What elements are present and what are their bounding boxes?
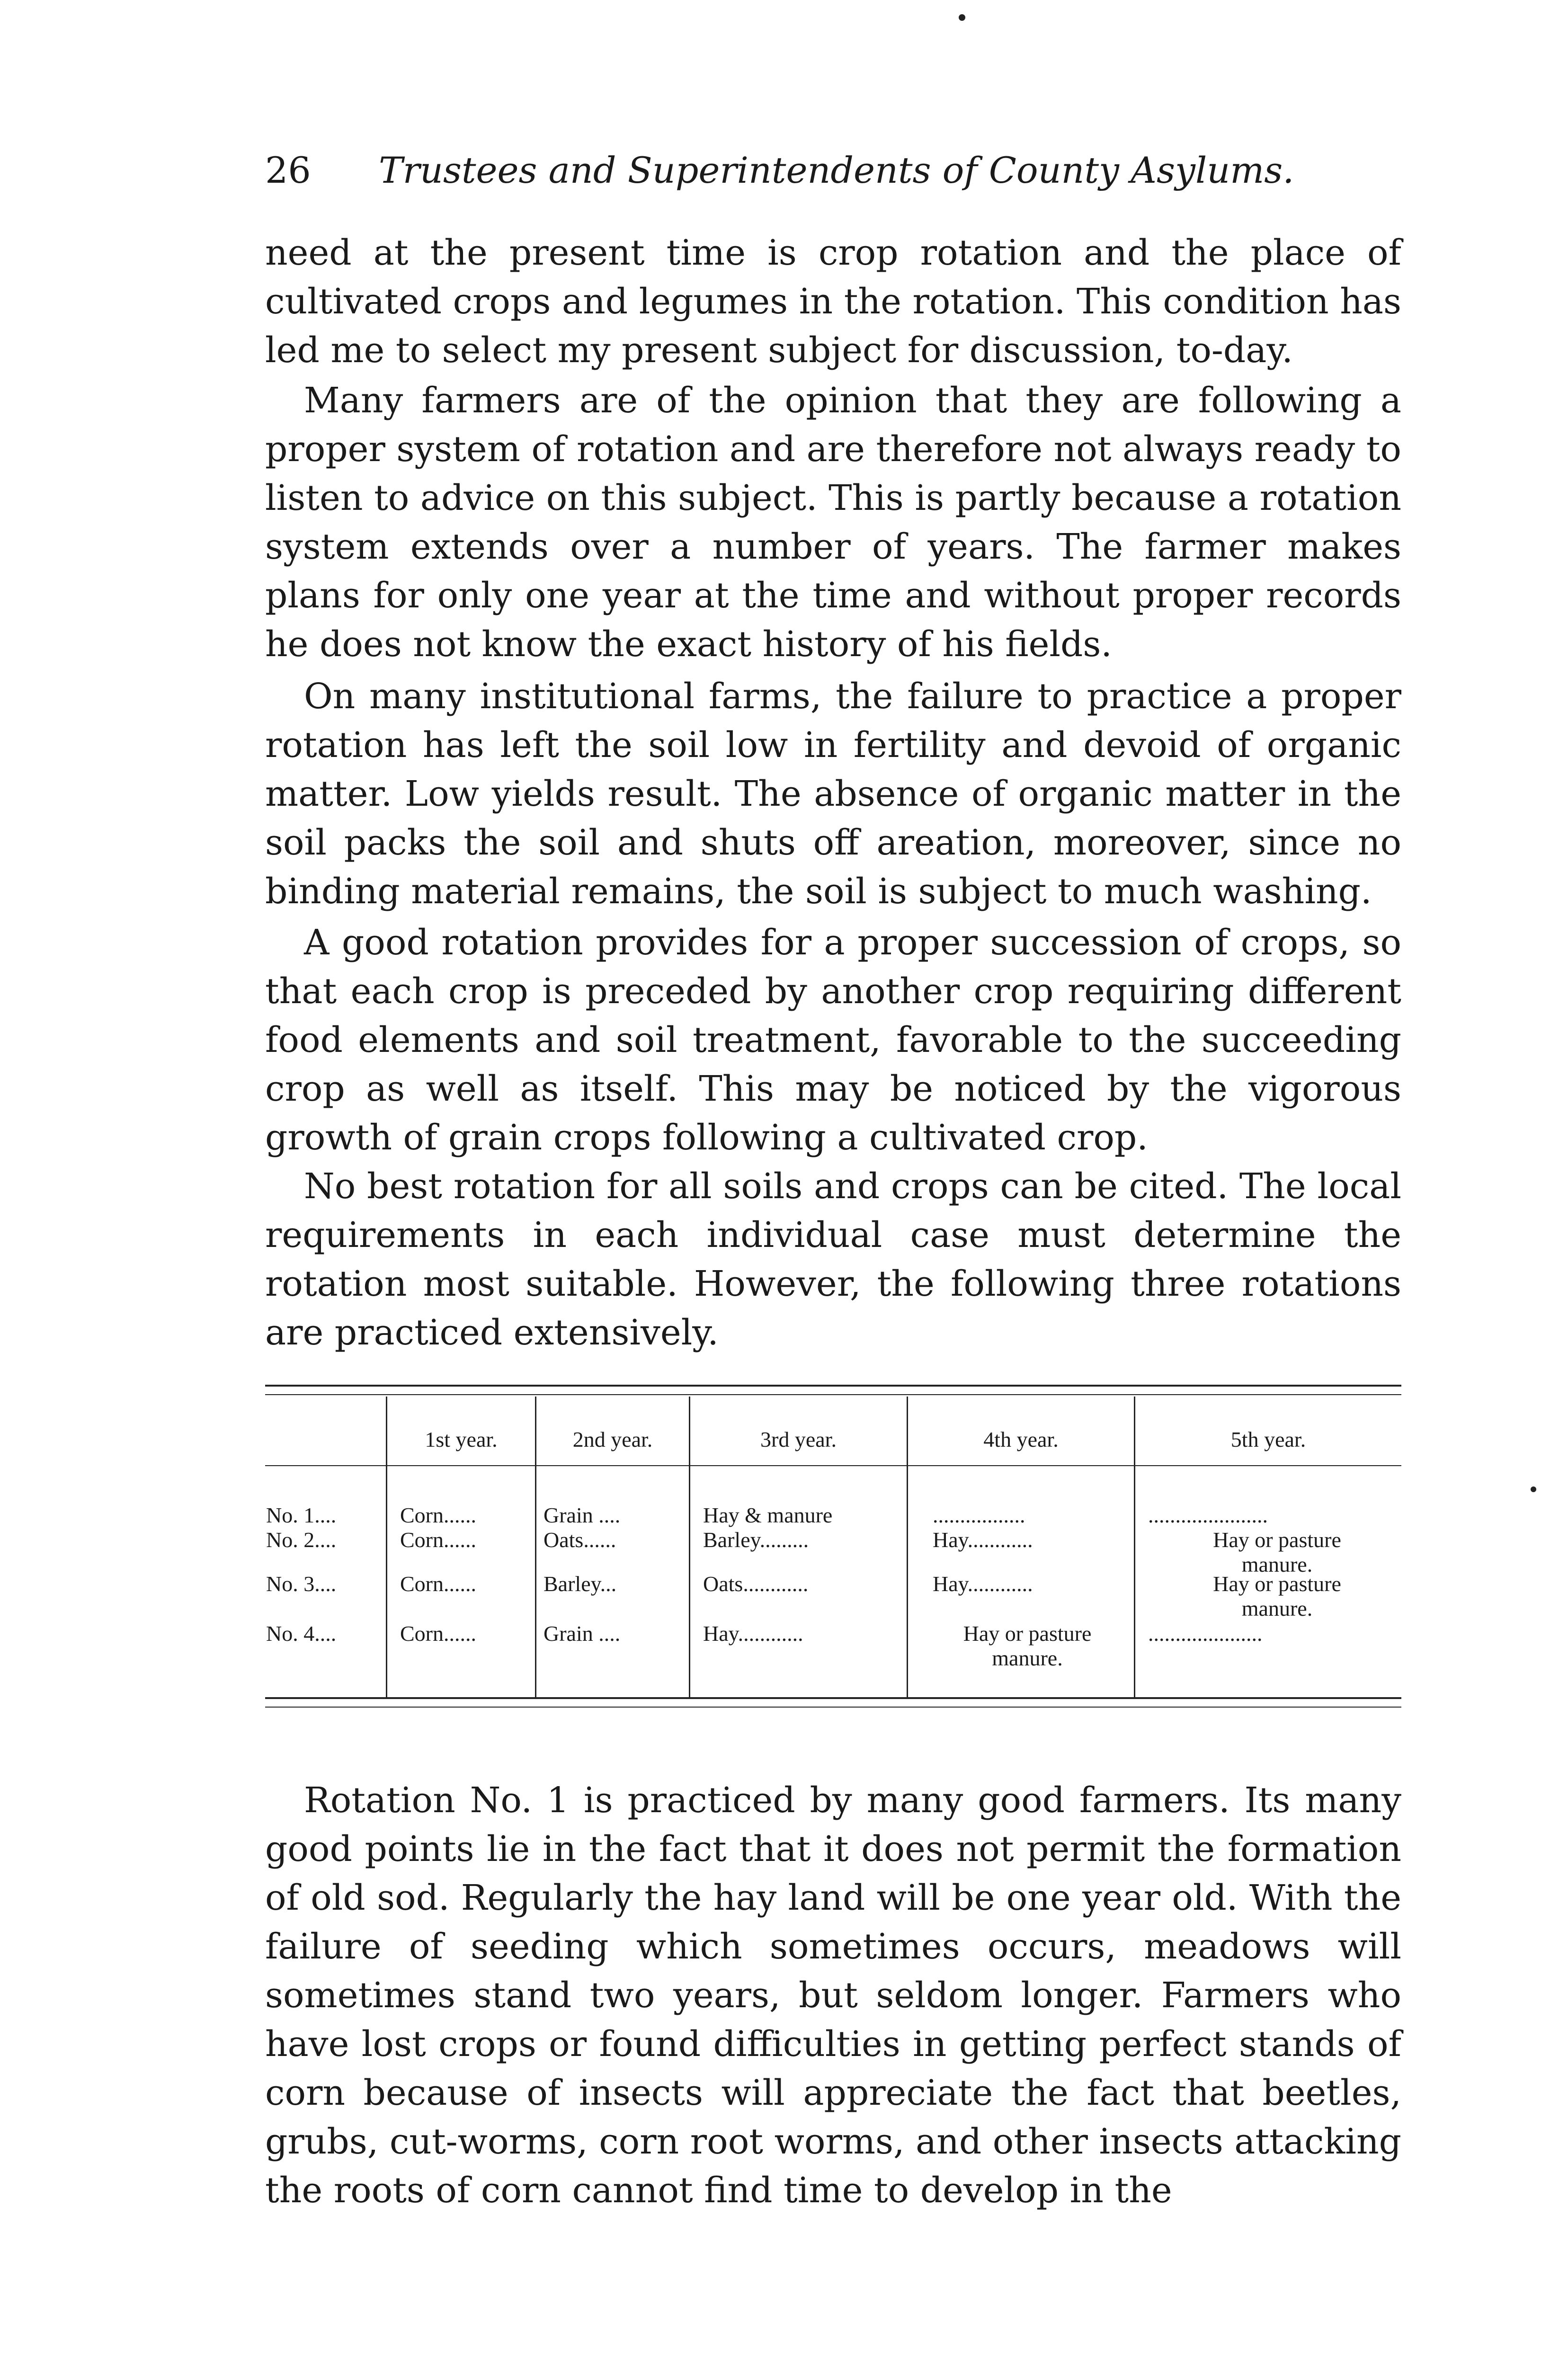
- running-title: Trustees and Superintendents of County Asylums.: [379, 149, 1294, 191]
- table-cell: Hay or pasture manure.: [963, 1621, 1092, 1670]
- table-bottom-rule: [265, 1707, 1401, 1708]
- table-cell: No. 4....: [266, 1621, 337, 1646]
- table-cell: Corn......: [400, 1572, 476, 1596]
- table-cell: Hay............: [703, 1621, 803, 1646]
- table-header-rule: [265, 1465, 1401, 1466]
- table-cell: .................: [933, 1503, 1025, 1527]
- table-cell: Hay & manure: [703, 1503, 833, 1527]
- paragraph: On many institutional farms, the failure to practice a proper rotation has left the soil low in fertility and devoid of organic matter. Low yields result. The absence of organic matter in the soil packs the soil and shuts off areation, moreover, since no binding material remains, the soil is subject to much washing.: [265, 676, 1401, 912]
- table-cell: Oats............: [703, 1572, 809, 1596]
- column-header: 1st year.: [425, 1427, 498, 1451]
- paragraph: Many farmers are of the opinion that they are following a proper system of rotation and are therefore not always ready to listen to advice on this subject. This is partly because a rotation system extends over a number of years. The farmer makes plans for only one year at the time and without proper records he does not know the exact history of his fields.: [265, 380, 1401, 665]
- table-cell: Grain ....: [543, 1503, 621, 1527]
- table-cell: ......................: [1148, 1503, 1268, 1527]
- paragraph: A good rotation provides for a proper succession of crops, so that each crop is preceded by another crop requiring different food elements and soil treatment, favorable to the succeeding crop as well as itself. This may be noticed by the vigorous growth of grain crops following a cultivated crop.: [265, 922, 1401, 1158]
- table-cell: Corn......: [400, 1503, 476, 1527]
- table-cell: Barley...: [543, 1572, 617, 1596]
- paragraph: need at the present time is crop rotation and the place of cultivated crops and legumes in the rotation. This condition has led me to select my present subject for discussion, to-day.: [265, 232, 1401, 371]
- table-cell: No. 2....: [266, 1528, 337, 1552]
- paragraph: Rotation No. 1 is practiced by many good farmers. Its many good points lie in the fact that it does not permit the formation of old sod. Regularly the hay land will be one year old. With the failure of seeding which sometimes occurs, meadows will sometimes stand two years, but seldom longer. Farmers who have lost crops or found difficulties in getting perfect stands of corn because of insects will appreciate the fact that beetles, grubs, cut-worms, corn root worms, and other insects attacking the roots of corn cannot find time to develop in the: [265, 1780, 1401, 2211]
- column-header: 5th year.: [1230, 1427, 1306, 1451]
- table-cell: Corn......: [400, 1621, 476, 1646]
- table-cell: Hay............: [933, 1528, 1033, 1552]
- page-number: 26: [265, 149, 311, 191]
- column-header: 2nd year.: [572, 1427, 653, 1451]
- column-header: 4th year.: [983, 1427, 1059, 1451]
- table-cell: Corn......: [400, 1528, 476, 1552]
- ink-speck: [959, 14, 965, 21]
- column-header: 3rd year.: [760, 1427, 837, 1451]
- table-cell: Grain ....: [543, 1621, 621, 1646]
- table-cell: No. 3....: [266, 1572, 337, 1596]
- ink-speck: [1531, 1486, 1536, 1492]
- table-top-rule: [265, 1385, 1401, 1387]
- paragraph: No best rotation for all soils and crops can be cited. The local requirements in each individual case must determine the rotation most suitable. However, the following three rotations are practiced extensively.: [265, 1166, 1401, 1353]
- table-top-rule: [265, 1394, 1401, 1395]
- table-cell: Hay or pasture manure.: [1213, 1528, 1341, 1576]
- table-cell: Oats......: [543, 1528, 616, 1552]
- table-cell: Hay or pasture manure.: [1213, 1572, 1341, 1620]
- page-header: [265, 137, 1411, 204]
- table-cell: .....................: [1148, 1621, 1263, 1646]
- table-cell: Hay............: [933, 1572, 1033, 1596]
- table-cell: Barley.........: [703, 1528, 809, 1552]
- table-bottom-rule: [265, 1697, 1401, 1699]
- table-cell: No. 1....: [266, 1503, 337, 1527]
